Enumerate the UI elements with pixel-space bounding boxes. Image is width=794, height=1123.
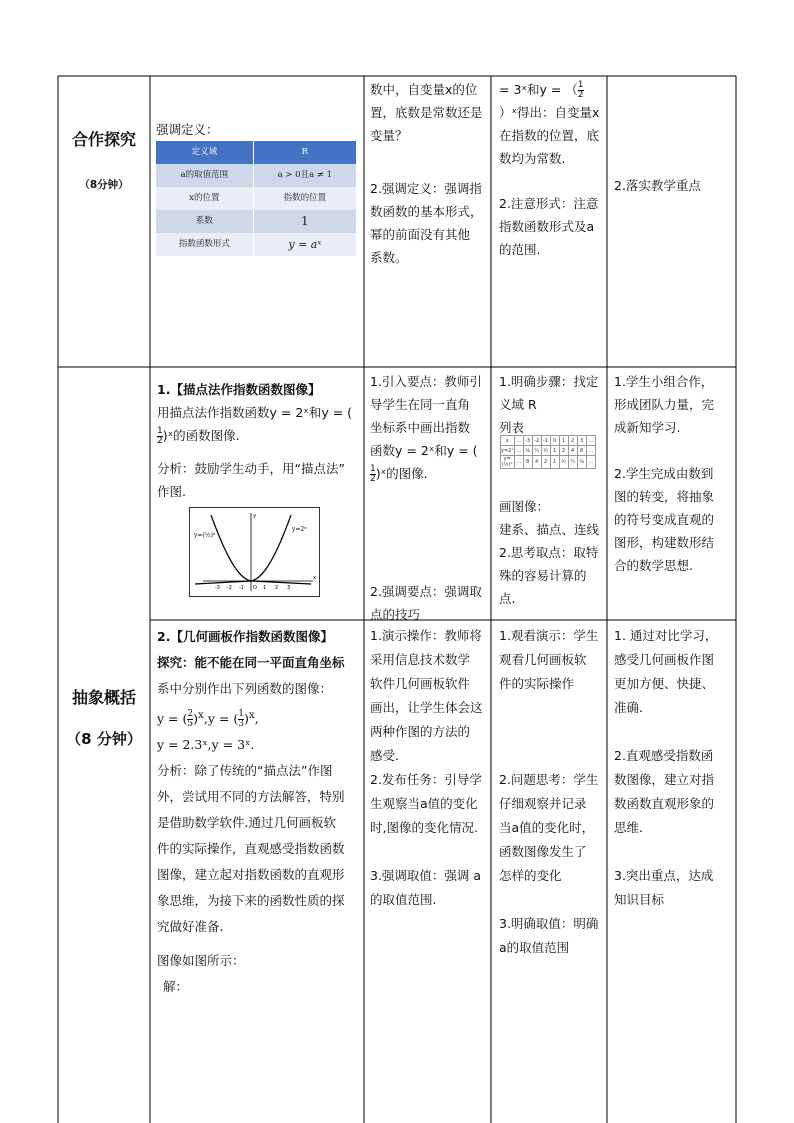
- table-cell: ½: [559, 456, 568, 469]
- text-line: 的取值范围.: [370, 892, 437, 907]
- student-cell-1: = 3ˣ和y = （ $\frac{1}{2}$ ）ˣ得出：自变量x 在指数的位置，底 数均为常数. 2.注意形式：注意 指数函数形式及a 的范围.: [499, 80, 600, 257]
- definition-heading: 强调定义：: [156, 122, 219, 137]
- table-cell: 4: [532, 456, 541, 469]
- student-cell-2-after: 画图像： 建系、描点、连线 2.思考取点：取特 殊的容易计算的 点.: [499, 499, 600, 606]
- text-line: 感受.: [370, 748, 399, 763]
- table-row: [501, 456, 596, 469]
- text-line: 究做好准备.: [157, 919, 224, 935]
- text-line: 成新知学习.: [614, 420, 681, 435]
- text-line: 感受几何画板作图: [614, 652, 715, 667]
- y-axis-label: y: [253, 513, 257, 519]
- table-cell: 0: [550, 436, 559, 446]
- table-cell: …: [588, 447, 594, 454]
- text-line: [499, 744, 605, 768]
- text-line: 怎样的变化: [499, 868, 562, 883]
- text-line: [499, 696, 605, 720]
- table-cell: -3: [525, 437, 531, 444]
- table-cell: ⅛: [577, 456, 586, 469]
- table-cell: 2: [568, 436, 577, 446]
- text-line: a的取值范围: [499, 940, 570, 955]
- text-line: 1.学生小组合作，: [614, 374, 714, 389]
- text-line: 画出，让学生体会这: [370, 700, 483, 715]
- table-row: [501, 436, 596, 446]
- text-line: [370, 840, 488, 864]
- text-line: [499, 888, 605, 912]
- table-row: x的位置 指数的位置: [156, 187, 356, 210]
- definition-table: [156, 141, 356, 256]
- table-cell: 8: [523, 456, 532, 469]
- graph-left-label: y=(½)ˣ: [194, 532, 216, 539]
- stage-label-abstract: 抽象概括: [71, 688, 136, 707]
- purpose-cell-1: 2.落实教学重点: [614, 178, 701, 193]
- text-line: [499, 720, 605, 744]
- fraction: $\frac{1}{3}$: [238, 709, 244, 730]
- text-line: 当a值的变化时，: [499, 820, 595, 835]
- table-cell: -1: [543, 437, 549, 444]
- table-cell: -2: [534, 437, 540, 444]
- text-line: 时,图像的变化情况.: [370, 820, 478, 835]
- text-line: 数函数直观形象的: [614, 796, 715, 811]
- table-cell: x: [501, 436, 515, 446]
- table-cell: 1: [550, 446, 559, 456]
- text-line: 两种作图的方法的: [370, 724, 471, 739]
- value-table: [500, 435, 596, 469]
- text-line: 图像，建立起对指数函数的直观形: [157, 867, 345, 883]
- table-cell: 1: [550, 456, 559, 469]
- table-cell: …: [588, 437, 594, 444]
- text-line: 更加方便、快捷、: [614, 676, 715, 691]
- table-cell: …: [516, 437, 522, 444]
- content-cell-geometry: 2.【几何画板作指数函数图像】 探究：能不能在同一平面直角坐标 系中分别作出下列函数的图像： y = ( $\frac{2}{5}$ )$^x$,y = ( $\frac{1}{3}$ )$^x$, y = 2.3ˣ,y = 3ˣ. 分析：除了传统的“描点法”作图 外，尝试用不同的方法解答，特别 是借助数学软件.通过几何画板软 件的实际操作，直观感受指数函数 图像，建立起对指数函数的直观形 象思维，为接下来的函数性质的探 究做好准备. 图像如图所示： 解：: [157, 624, 361, 1000]
- text-line: 2.直观感受指数函: [614, 748, 714, 763]
- purpose-cell-2: [614, 370, 732, 577]
- fraction: $\frac{1}{2}$: [157, 426, 163, 446]
- text-line: 合的数学思想.: [614, 558, 693, 573]
- table-cell: …: [516, 447, 522, 454]
- text-line: 的符号变成直观的: [614, 512, 715, 527]
- table-cell: 3: [577, 436, 586, 446]
- table-cell: y=2ˣ: [501, 447, 514, 454]
- fraction: $\frac{1}{2}$: [370, 464, 376, 484]
- fraction: $\frac{1}{2}$: [577, 80, 584, 100]
- text-line: 思维.: [614, 820, 643, 835]
- text-line: 形成团队力量，完: [614, 397, 715, 412]
- text-line: 3.强调取值：强调 a: [370, 868, 482, 883]
- text-line: 1.观看演示：学生: [499, 628, 599, 643]
- fraction: $\frac{2}{5}$: [187, 709, 194, 730]
- table-cell: ½: [541, 446, 550, 456]
- table-cell: …: [586, 456, 595, 469]
- stage-label-cooperative: 合作探究: [71, 130, 136, 149]
- x-tick: 1: [263, 585, 267, 591]
- table-row: [501, 446, 596, 456]
- x-tick: -3: [215, 585, 220, 591]
- table-cell: 1: [559, 436, 568, 446]
- table-row: 指数函数形式 y = aˣ: [156, 233, 356, 256]
- text-line: [614, 720, 732, 744]
- text-line: 外，尝试用不同的方法解答，特别: [157, 789, 345, 805]
- table-cell: 2: [541, 456, 550, 469]
- table-row: 定义域 R: [156, 141, 356, 164]
- text-line: 象思维，为接下来的函数性质的探: [157, 893, 345, 909]
- text-line: 仔细观察并记录: [499, 796, 587, 811]
- text-line: 准确.: [614, 700, 643, 715]
- text-line: 观看几何画板软: [499, 652, 587, 667]
- teacher-cell-1: 数中，自变量x的位 置，底数是常数还是 变量？ 2.强调定义：强调指 数函数的基本形式， 幂的前面没有其他 系数。: [370, 82, 483, 265]
- x-tick: O: [253, 585, 257, 591]
- x-tick: 3: [287, 585, 291, 591]
- stage-time-abstract: （8 分钟）: [66, 730, 142, 748]
- table-cell: 8: [577, 446, 586, 456]
- graph-right-label: y=2ˣ: [292, 526, 307, 533]
- x-tick: -1: [239, 585, 244, 591]
- text-line: 是借助数学软件.通过几何画板软: [157, 815, 336, 831]
- text-line: 件的实际操作，直观感受指数函数: [157, 841, 345, 857]
- text-line: 图形，构建数形结: [614, 535, 715, 550]
- text-line: 分析：除了传统的“描点法”作图: [157, 763, 333, 779]
- table-row: 系数 1: [156, 210, 356, 233]
- text-line: 件的实际操作: [499, 676, 575, 691]
- text-line: 3.突出重点，达成: [614, 868, 714, 883]
- text-line: 采用信息技术数学: [370, 652, 471, 667]
- student-cell-3: [499, 624, 605, 960]
- text-line: 软件几何画板软件: [370, 676, 471, 691]
- text-line: 2.学生完成由数到: [614, 466, 714, 481]
- exponential-graph: [189, 507, 320, 597]
- block-title: 1.【描点法作指数函数图像】: [157, 382, 321, 397]
- table-row: a的取值范围 a > 0且a ≠ 1: [156, 164, 356, 187]
- student-cell-2: 1.明确步骤：找定 义域 R 列表: [499, 374, 599, 435]
- teacher-cell-2-item2: 2.强调要点：强调取 点的技巧: [370, 584, 482, 622]
- block-title: 2.【几何画板作指数函数图像】: [157, 629, 333, 644]
- table-cell: ⅛: [523, 446, 532, 456]
- teacher-cell-2: 1.引入要点：教师引 导学生在同一直角 坐标系中画出指数 函数y = 2ˣ和y = ( $\frac{1}{2}$ )ˣ的图像.: [370, 374, 482, 484]
- text-line: [614, 840, 732, 864]
- teacher-cell-3: [370, 624, 488, 912]
- table-cell: ¼: [568, 456, 577, 469]
- content-cell-point-method: 1.【描点法作指数函数图像】 用描点法作指数函数y = 2ˣ和y = ( $\frac{1}{2}$ )ˣ的函数图像. 分析：鼓励学生动手，用“描点法” 作图.: [157, 378, 361, 503]
- table-cell: 2: [559, 446, 568, 456]
- stage-time-cooperative: （8分钟）: [79, 179, 129, 191]
- text-line: 1. 通过对比学习，: [614, 628, 718, 643]
- text-line: 3.明确取值：明确: [499, 916, 599, 931]
- text-line: [614, 439, 732, 462]
- text-line: 数图像，建立对指: [614, 772, 715, 787]
- text-line: 2.发布任务：引导学: [370, 772, 482, 787]
- x-tick: 2: [275, 585, 279, 591]
- x-tick: -2: [227, 585, 232, 591]
- table-cell: y=(½)ˣ: [501, 456, 513, 468]
- table-cell: 4: [568, 446, 577, 456]
- table-cell: …: [514, 456, 523, 469]
- text-line: 2.问题思考：学生: [499, 772, 599, 787]
- text-line: 1.演示操作：教师将: [370, 628, 482, 643]
- text-line: 图的转变，将抽象: [614, 489, 715, 504]
- content-cell-definition: [156, 118, 360, 256]
- purpose-cell-3: [614, 624, 732, 912]
- x-axis-label: x: [313, 575, 317, 581]
- text-line: 生观察当a值的变化: [370, 796, 478, 811]
- table-cell: ¼: [532, 446, 541, 456]
- text-line: 知识目标: [614, 892, 665, 907]
- text-line: 函数图像发生了: [499, 844, 587, 859]
